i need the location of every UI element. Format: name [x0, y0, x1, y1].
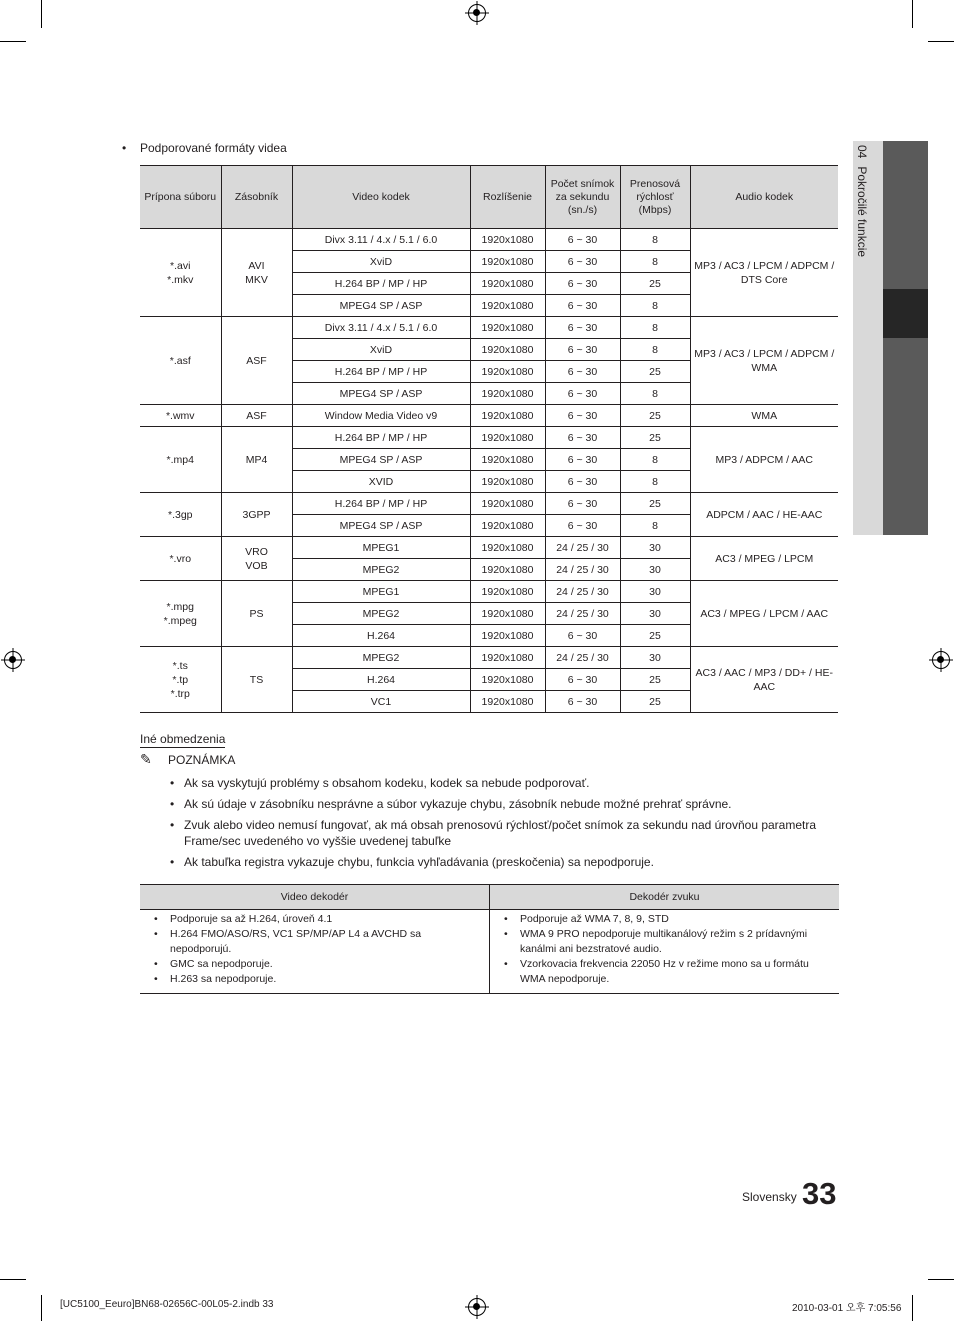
bitrate-cell: 8 — [620, 471, 690, 493]
bitrate-cell: 8 — [620, 515, 690, 537]
video-codec-cell: MPEG4 SP / ASP — [292, 515, 470, 537]
list-item: • GMC sa nepodporuje. — [146, 957, 483, 972]
crop-mark — [928, 1279, 954, 1280]
video-codec-cell: Divx 3.11 / 4.x / 5.1 / 6.0 — [292, 317, 470, 339]
audio-codec-cell: ADPCM / AAC / HE-AAC — [690, 493, 838, 537]
frame-rate-cell: 24 / 25 / 30 — [545, 537, 620, 559]
crop-mark — [928, 41, 954, 42]
column-header: Prípona súboru — [140, 166, 221, 229]
frame-rate-cell: 6 ~ 30 — [545, 295, 620, 317]
supported-formats-table — [140, 165, 838, 713]
container-cell: VRO VOB — [221, 537, 292, 581]
bitrate-cell: 25 — [620, 669, 690, 691]
resolution-cell: 1920x1080 — [470, 273, 545, 295]
bullet-glyph: • — [122, 141, 127, 155]
chapter-tab-label — [855, 145, 869, 257]
intro-bullet-text: Podporované formáty videa — [140, 141, 287, 155]
file-extension-cell: *.wmv — [140, 405, 221, 427]
resolution-cell: 1920x1080 — [470, 383, 545, 405]
container-cell: ASF — [221, 405, 292, 427]
crop-mark — [0, 41, 26, 42]
print-slug-date: 2010-03-01 오후 7:05:56 — [792, 1303, 902, 1314]
resolution-cell: 1920x1080 — [470, 515, 545, 537]
table-row — [140, 427, 838, 449]
table-row — [140, 647, 838, 669]
column-header: Prenosová rýchlosť (Mbps) — [620, 166, 690, 229]
frame-rate-cell: 6 ~ 30 — [545, 691, 620, 713]
frame-rate-cell: 6 ~ 30 — [545, 273, 620, 295]
container-cell: PS — [221, 581, 292, 647]
crop-mark — [912, 0, 913, 28]
video-codec-cell: XVID — [292, 471, 470, 493]
list-item: • WMA 9 PRO nepodporuje multikanálový režim s 2 prídavnými kanálmi ani bezstratové audio. — [496, 927, 833, 957]
frame-rate-cell: 24 / 25 / 30 — [545, 559, 620, 581]
frame-rate-cell: 24 / 25 / 30 — [545, 603, 620, 625]
chapter-title: Pokročilé funkcie — [855, 166, 869, 258]
file-extension-cell: *.asf — [140, 317, 221, 405]
page-number: 33 — [802, 1176, 837, 1211]
frame-rate-cell: 6 ~ 30 — [545, 493, 620, 515]
bitrate-cell: 30 — [620, 537, 690, 559]
note-label: POZNÁMKA — [168, 752, 236, 767]
resolution-cell: 1920x1080 — [470, 647, 545, 669]
file-extension-cell: *.mp4 — [140, 427, 221, 493]
container-cell: AVI MKV — [221, 229, 292, 317]
resolution-cell: 1920x1080 — [470, 405, 545, 427]
resolution-cell: 1920x1080 — [470, 251, 545, 273]
list-item: • Vzorkovacia frekvencia 22050 Hz v režime mono sa u formátu WMA nepodporuje. — [496, 957, 833, 987]
bitrate-cell: 30 — [620, 581, 690, 603]
video-codec-cell: H.264 BP / MP / HP — [292, 493, 470, 515]
video-codec-cell: H.264 BP / MP / HP — [292, 361, 470, 383]
registration-mark-icon — [4, 651, 22, 669]
table-row — [140, 229, 838, 251]
section-title: Iné obmedzenia — [140, 732, 226, 746]
video-codec-cell: H.264 — [292, 669, 470, 691]
video-codec-cell: MPEG4 SP / ASP — [292, 449, 470, 471]
container-cell: TS — [221, 647, 292, 713]
bitrate-cell: 8 — [620, 295, 690, 317]
registration-mark-icon — [932, 651, 950, 669]
frame-rate-cell: 6 ~ 30 — [545, 427, 620, 449]
audio-codec-cell: AC3 / AAC / MP3 / DD+ / HE-AAC — [690, 647, 838, 713]
chapter-tab-bar — [883, 141, 928, 535]
resolution-cell: 1920x1080 — [470, 669, 545, 691]
frame-rate-cell: 6 ~ 30 — [545, 317, 620, 339]
table-row — [140, 493, 838, 515]
video-codec-cell: XviD — [292, 251, 470, 273]
table-header-row — [140, 885, 839, 910]
audio-codec-cell: AC3 / MPEG / LPCM / AAC — [690, 581, 838, 647]
frame-rate-cell: 6 ~ 30 — [545, 669, 620, 691]
table-row — [140, 317, 838, 339]
video-codec-cell: MPEG2 — [292, 559, 470, 581]
frame-rate-cell: 24 / 25 / 30 — [545, 581, 620, 603]
column-header: Video kodek — [292, 166, 470, 229]
resolution-cell: 1920x1080 — [470, 559, 545, 581]
list-item: • Ak sú údaje v zásobníku nesprávne a súbor vykazuje chybu, zásobník nebude možné prehrať správne. — [168, 796, 828, 812]
bitrate-cell: 25 — [620, 427, 690, 449]
file-extension-cell: *.ts *.tp *.trp — [140, 647, 221, 713]
decoder-table — [140, 884, 839, 994]
container-cell: ASF — [221, 317, 292, 405]
file-extension-cell: *.avi *.mkv — [140, 229, 221, 317]
frame-rate-cell: 6 ~ 30 — [545, 361, 620, 383]
bitrate-cell: 30 — [620, 603, 690, 625]
video-codec-cell: MPEG4 SP / ASP — [292, 383, 470, 405]
video-codec-cell: MPEG2 — [292, 603, 470, 625]
list-item: • Podporuje sa až H.264, úroveň 4.1 — [146, 912, 483, 927]
bitrate-cell: 8 — [620, 383, 690, 405]
crop-mark — [0, 1279, 26, 1280]
column-header: Rozlíšenie — [470, 166, 545, 229]
bitrate-cell: 25 — [620, 405, 690, 427]
file-extension-cell: *.vro — [140, 537, 221, 581]
video-codec-cell: H.264 BP / MP / HP — [292, 427, 470, 449]
resolution-cell: 1920x1080 — [470, 229, 545, 251]
list-item: • H.263 sa nepodporuje. — [146, 972, 483, 987]
list-item: • Ak sa vyskytujú problémy s obsahom kodeku, kodek sa nebude podporovať. — [168, 775, 828, 791]
registration-mark-icon — [468, 4, 486, 22]
bitrate-cell: 25 — [620, 361, 690, 383]
column-header: Audio kodek — [690, 166, 838, 229]
footer-language: Slovensky — [742, 1190, 797, 1204]
list-item: • Zvuk alebo video nemusí fungovať, ak má obsah prenosovú rýchlosť/počet snímok za sekundu nad úrovňou parametra Frame/sec uvedeného vo vyššie uvedenej tabuľke — [168, 817, 828, 849]
resolution-cell: 1920x1080 — [470, 317, 545, 339]
frame-rate-cell: 6 ~ 30 — [545, 449, 620, 471]
video-codec-cell: MPEG2 — [292, 647, 470, 669]
chapter-number: 04 — [855, 145, 869, 159]
table-row — [140, 581, 838, 603]
frame-rate-cell: 6 ~ 30 — [545, 405, 620, 427]
intro-bullet — [122, 141, 287, 155]
table-row — [140, 537, 838, 559]
frame-rate-cell: 6 ~ 30 — [545, 229, 620, 251]
resolution-cell: 1920x1080 — [470, 427, 545, 449]
bitrate-cell: 30 — [620, 647, 690, 669]
video-codec-cell: Divx 3.11 / 4.x / 5.1 / 6.0 — [292, 229, 470, 251]
frame-rate-cell: 6 ~ 30 — [545, 471, 620, 493]
pencil-icon: ✎ — [140, 751, 152, 767]
video-decoder-cell — [140, 910, 490, 994]
frame-rate-cell: 6 ~ 30 — [545, 383, 620, 405]
table-row — [140, 910, 839, 994]
note-heading — [140, 751, 235, 768]
bitrate-cell: 8 — [620, 251, 690, 273]
audio-codec-cell: MP3 / ADPCM / AAC — [690, 427, 838, 493]
frame-rate-cell: 24 / 25 / 30 — [545, 647, 620, 669]
file-extension-cell: *.mpg *.mpeg — [140, 581, 221, 647]
resolution-cell: 1920x1080 — [470, 691, 545, 713]
audio-codec-cell: AC3 / MPEG / LPCM — [690, 537, 838, 581]
table-row — [140, 405, 838, 427]
resolution-cell: 1920x1080 — [470, 449, 545, 471]
column-header: Dekodér zvuku — [490, 885, 840, 910]
video-codec-cell: H.264 BP / MP / HP — [292, 273, 470, 295]
bitrate-cell: 25 — [620, 625, 690, 647]
resolution-cell: 1920x1080 — [470, 581, 545, 603]
bitrate-cell: 8 — [620, 449, 690, 471]
note-list — [168, 775, 828, 875]
column-header: Video dekodér — [140, 885, 490, 910]
crop-mark — [41, 1295, 42, 1321]
crop-mark — [912, 1295, 913, 1321]
video-codec-cell: Window Media Video v9 — [292, 405, 470, 427]
bitrate-cell: 8 — [620, 339, 690, 361]
audio-decoder-cell — [490, 910, 840, 994]
table-body — [140, 229, 838, 713]
bitrate-cell: 25 — [620, 691, 690, 713]
frame-rate-cell: 6 ~ 30 — [545, 515, 620, 537]
list-item: • Ak tabuľka registra vykazuje chybu, funkcia vyhľadávania (preskočenia) sa nepodporuje. — [168, 854, 828, 870]
chapter-tab-active-marker — [883, 289, 928, 338]
resolution-cell: 1920x1080 — [470, 295, 545, 317]
audio-codec-cell: MP3 / AC3 / LPCM / ADPCM / DTS Core — [690, 229, 838, 317]
resolution-cell: 1920x1080 — [470, 603, 545, 625]
resolution-cell: 1920x1080 — [470, 537, 545, 559]
container-cell: 3GPP — [221, 493, 292, 537]
crop-mark — [41, 0, 42, 28]
list-item: • Podporuje až WMA 7, 8, 9, STD — [496, 912, 833, 927]
resolution-cell: 1920x1080 — [470, 471, 545, 493]
bitrate-cell: 25 — [620, 273, 690, 295]
video-codec-cell: XviD — [292, 339, 470, 361]
container-cell: MP4 — [221, 427, 292, 493]
bitrate-cell: 8 — [620, 317, 690, 339]
resolution-cell: 1920x1080 — [470, 493, 545, 515]
bitrate-cell: 8 — [620, 229, 690, 251]
table-header-row — [140, 166, 838, 229]
audio-codec-cell: MP3 / AC3 / LPCM / ADPCM / WMA — [690, 317, 838, 405]
print-slug-file: [UC5100_Eeuro]BN68-02656C-00L05-2.indb 33 — [60, 1299, 274, 1310]
video-codec-cell: MPEG1 — [292, 581, 470, 603]
bitrate-cell: 30 — [620, 559, 690, 581]
video-codec-cell: H.264 — [292, 625, 470, 647]
video-codec-cell: MPEG1 — [292, 537, 470, 559]
frame-rate-cell: 6 ~ 30 — [545, 339, 620, 361]
list-item: • H.264 FMO/ASO/RS, VC1 SP/MP/AP L4 a AVCHD sa nepodporujú. — [146, 927, 483, 957]
resolution-cell: 1920x1080 — [470, 339, 545, 361]
frame-rate-cell: 6 ~ 30 — [545, 251, 620, 273]
video-codec-cell: VC1 — [292, 691, 470, 713]
frame-rate-cell: 6 ~ 30 — [545, 625, 620, 647]
registration-mark-icon — [468, 1298, 486, 1316]
resolution-cell: 1920x1080 — [470, 361, 545, 383]
audio-codec-cell: WMA — [690, 405, 838, 427]
video-codec-cell: MPEG4 SP / ASP — [292, 295, 470, 317]
bitrate-cell: 25 — [620, 493, 690, 515]
resolution-cell: 1920x1080 — [470, 625, 545, 647]
column-header: Zásobník — [221, 166, 292, 229]
file-extension-cell: *.3gp — [140, 493, 221, 537]
column-header: Počet snímok za sekundu (sn./s) — [545, 166, 620, 229]
